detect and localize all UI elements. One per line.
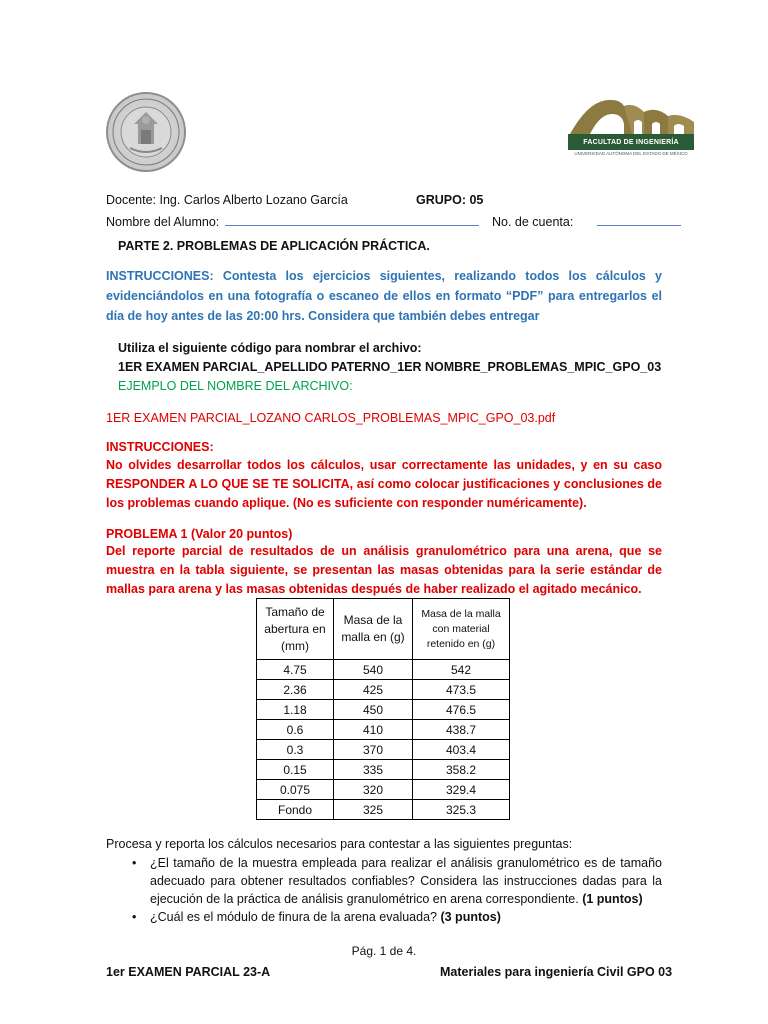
table-cell: Fondo bbox=[257, 800, 334, 820]
red-instructions-body bbox=[106, 456, 662, 513]
footer-left: 1er EXAMEN PARCIAL 23-A bbox=[106, 965, 271, 979]
table-cell: 450 bbox=[334, 700, 413, 720]
page-number: Pág. 1 de 4. bbox=[351, 944, 417, 958]
question-text: ¿El tamaño de la muestra empleada para realizar el análisis granulométrico es de tamaño adecuado para obtener resultados confiables? Considera las instrucciones dadas para la ejecución de la práctica de análisis granulométrico en arena correspondiente. bbox=[150, 856, 662, 906]
table-cell: 370 bbox=[334, 740, 413, 760]
table-cell: 2.36 bbox=[257, 680, 334, 700]
list-item bbox=[106, 908, 662, 926]
faculty-engineering-logo bbox=[560, 92, 700, 164]
table-row bbox=[257, 760, 510, 780]
student-name-line bbox=[106, 213, 479, 231]
questions-intro: Procesa y reporta los cálculos necesarios para contestar a las siguientes preguntas: bbox=[106, 837, 573, 851]
questions-list bbox=[106, 854, 662, 926]
red-instructions-emphasis: RESPONDER A LO QUE SE TE SOLICITA bbox=[106, 477, 350, 491]
table-header-row bbox=[257, 599, 510, 660]
table-row bbox=[257, 680, 510, 700]
table-cell: 410 bbox=[334, 720, 413, 740]
account-number-label: No. de cuenta: bbox=[492, 215, 574, 229]
faculty-logo-title: FACULTAD DE INGENIERÍA bbox=[583, 138, 679, 146]
list-item bbox=[106, 854, 662, 908]
table-cell: 4.75 bbox=[257, 660, 334, 680]
group-label: GRUPO: 05 bbox=[416, 193, 484, 207]
table-cell: 358.2 bbox=[413, 760, 510, 780]
table-row bbox=[257, 800, 510, 820]
table-cell: 0.075 bbox=[257, 780, 334, 800]
granulometry-table bbox=[256, 598, 510, 820]
table-header-retained-mass: Masa de la malla con material retenido en (g) bbox=[413, 599, 510, 660]
faculty-logo-band bbox=[568, 134, 694, 150]
question-text: ¿Cuál es el módulo de finura de la arena evaluada? bbox=[150, 910, 441, 924]
faculty-logo-subtitle: UNIVERSIDAD AUTÓNOMA DEL ESTADO DE MÉXICO bbox=[574, 151, 688, 156]
table-row bbox=[257, 660, 510, 680]
table-cell: 325 bbox=[334, 800, 413, 820]
bullet-icon: • bbox=[132, 910, 137, 924]
table-cell: 476.5 bbox=[413, 700, 510, 720]
file-example-name: 1ER EXAMEN PARCIAL_LOZANO CARLOS_PROBLEMAS_MPIC_GPO_03.pdf bbox=[106, 411, 556, 425]
table-cell: 0.3 bbox=[257, 740, 334, 760]
question-points: (1 puntos) bbox=[582, 892, 643, 906]
part-title: PARTE 2. PROBLEMAS DE APLICACIÓN PRÁCTICA. bbox=[118, 239, 430, 253]
table-cell: 0.6 bbox=[257, 720, 334, 740]
table-cell: 325.3 bbox=[413, 800, 510, 820]
red-instructions-part1: No olvides desarrollar todos los cálculos, usar correctamente las unidades, y en su caso bbox=[106, 458, 662, 472]
table-cell: 540 bbox=[334, 660, 413, 680]
table-cell: 329.4 bbox=[413, 780, 510, 800]
student-name-label: Nombre del Alumno: bbox=[106, 215, 220, 229]
footer-right: Materiales para ingeniería Civil GPO 03 bbox=[440, 965, 673, 979]
account-number-blank[interactable] bbox=[597, 213, 681, 226]
table-cell: 335 bbox=[334, 760, 413, 780]
table-row bbox=[257, 700, 510, 720]
file-example-label: EJEMPLO DEL NOMBRE DEL ARCHIVO: bbox=[118, 379, 353, 393]
table-header-sieve-mass: Masa de la malla en (g) bbox=[334, 599, 413, 660]
problem1-title: PROBLEMA 1 (Valor 20 puntos) bbox=[106, 527, 293, 541]
red-instructions-title: INSTRUCCIONES: bbox=[106, 440, 214, 454]
instructions-blue: INSTRUCCIONES: Contesta los ejercicios siguientes, realizando todos los cálculos y evidenciándolos en una fotografía o escaneo de ellos en formato “PDF” para entregarlos el día de hoy antes de las 20:00 hrs. Considera que también debes entregar bbox=[106, 269, 662, 323]
account-number-line bbox=[492, 213, 681, 231]
table-cell: 438.7 bbox=[413, 720, 510, 740]
table-cell: 542 bbox=[413, 660, 510, 680]
teacher-line bbox=[106, 192, 348, 209]
bullet-icon: • bbox=[132, 856, 137, 870]
problem1-statement: Del reporte parcial de resultados de un análisis granulométrico para una arena, que se muestra en la tabla siguiente, se presentan las masas obtenidas para la serie estándar de mallas para arena y las masas obtenidas después de haber realizado el agitado mecánico. bbox=[106, 544, 662, 596]
table-cell: 473.5 bbox=[413, 680, 510, 700]
table-row bbox=[257, 740, 510, 760]
table-cell: 403.4 bbox=[413, 740, 510, 760]
question-points: (3 puntos) bbox=[440, 910, 501, 924]
table-cell: 425 bbox=[334, 680, 413, 700]
table-cell: 1.18 bbox=[257, 700, 334, 720]
teacher-name: Docente: Ing. Carlos Alberto Lozano García bbox=[106, 193, 348, 207]
university-seal-logo bbox=[106, 92, 186, 172]
file-code-label: Utiliza el siguiente código para nombrar el archivo: bbox=[118, 341, 422, 355]
student-name-blank[interactable] bbox=[225, 213, 479, 226]
table-cell: 320 bbox=[334, 780, 413, 800]
table-header-aperture: Tamaño de abertura en (mm) bbox=[257, 599, 334, 660]
table-row bbox=[257, 780, 510, 800]
table-cell: 0.15 bbox=[257, 760, 334, 780]
table-row bbox=[257, 720, 510, 740]
file-code-pattern: 1ER EXAMEN PARCIAL_APELLIDO PATERNO_1ER NOMBRE_PROBLEMAS_MPIC_GPO_03 bbox=[118, 360, 662, 374]
red-instructions-part2: , así como colocar justificaciones y conclusiones de los problemas cuando aplique. (No es suficiente con responder numéricamente). bbox=[106, 477, 663, 510]
